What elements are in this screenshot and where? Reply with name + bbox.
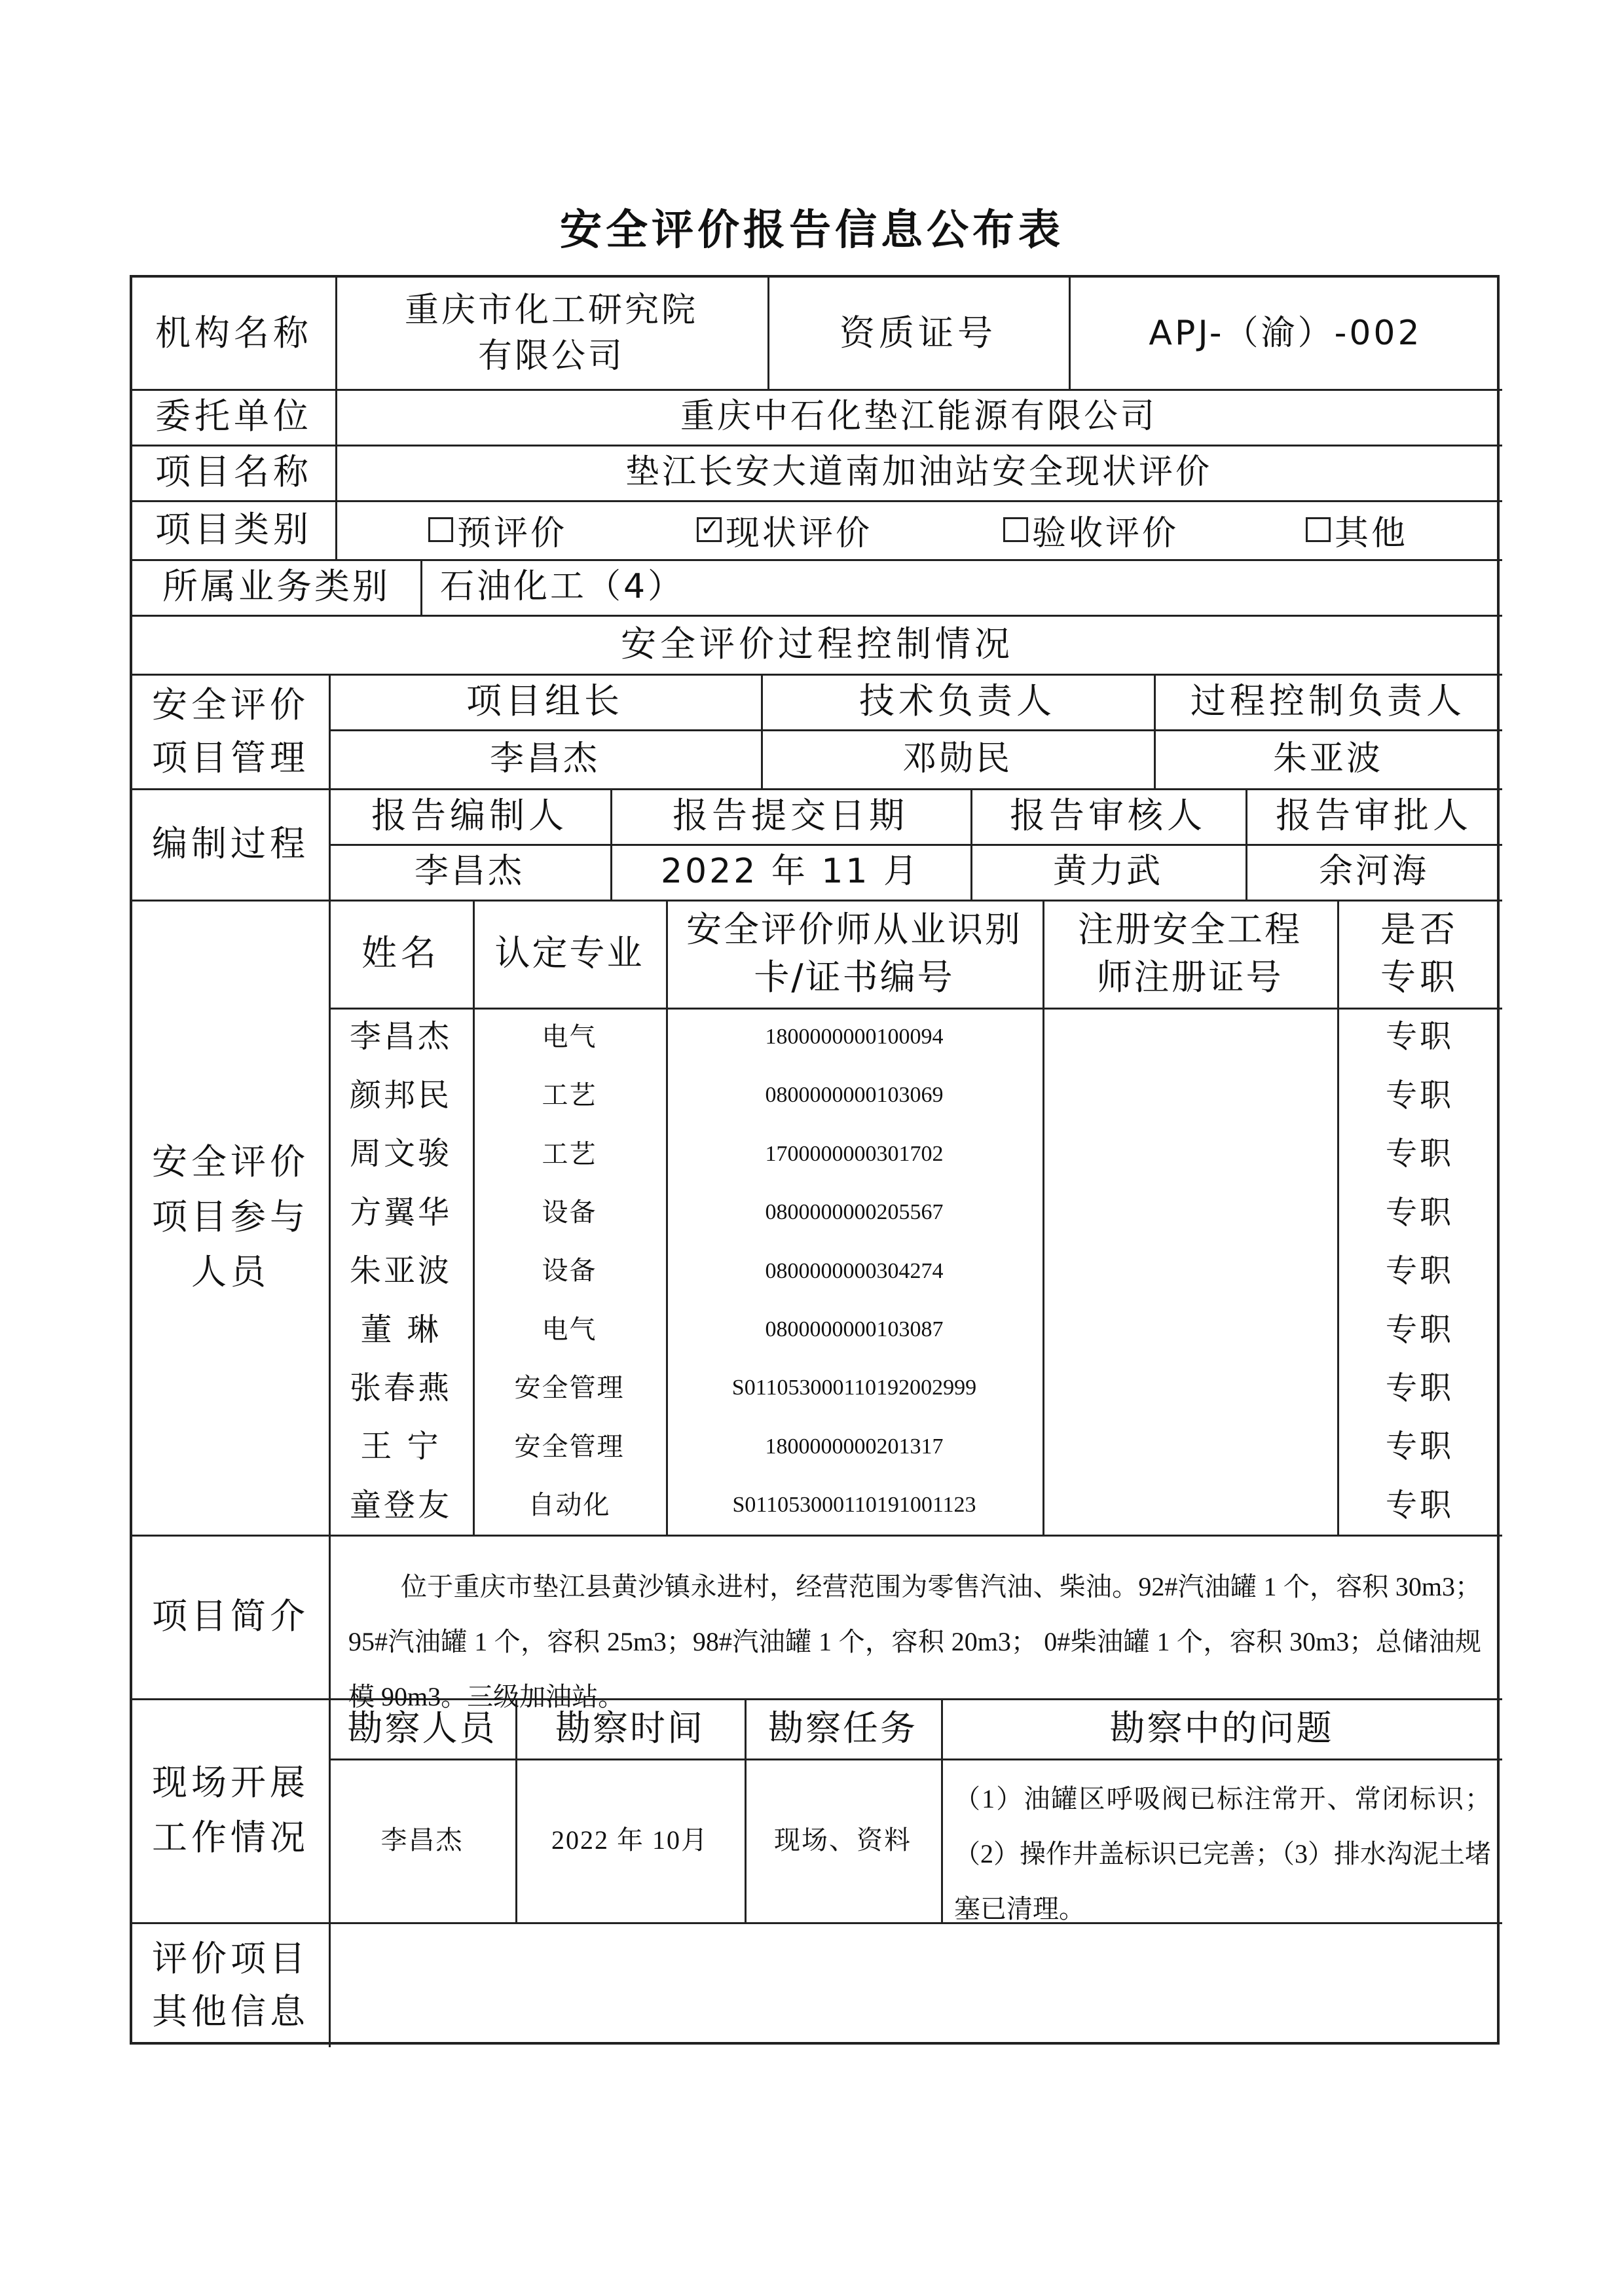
participants-header-name: 姓名: [361, 932, 440, 974]
participant-name: 董 琳: [360, 1311, 441, 1348]
participant-major: 安全管理: [514, 1431, 625, 1461]
info-table: [130, 275, 1500, 2045]
participant-name: 张春燕: [349, 1369, 452, 1406]
other-value: [329, 1922, 1502, 2047]
management-label: 安全评价 项目管理: [152, 683, 309, 778]
participant-fulltime: 专职: [1385, 1076, 1454, 1114]
page-title: 安全评价报告信息公布表: [560, 206, 1064, 255]
category-label: 项目类别: [155, 508, 312, 550]
participants-header-reg: 注册安全工程 师注册证号: [1078, 908, 1302, 998]
checkbox-checked-icon[interactable]: [697, 517, 722, 542]
participants-label: 安全评价 项目参与 人员: [152, 1141, 309, 1292]
participant-name: 王 宁: [360, 1428, 441, 1465]
comp-header-reviewer: 报告审核人: [1010, 795, 1206, 837]
participant-major: 安全管理: [514, 1373, 625, 1403]
org-name: [335, 278, 767, 389]
participant-major: 工艺: [542, 1080, 597, 1110]
participant-name: 颜邦民: [349, 1076, 452, 1114]
participant-reg: [1043, 1008, 1337, 1066]
participant-fulltime: 专职: [1385, 1135, 1454, 1173]
participant-card: 0800000000304274: [765, 1258, 944, 1283]
participant-fulltime: 专职: [1385, 1486, 1454, 1523]
comp-approver: 余河海: [1318, 852, 1429, 892]
participant-card: 1800000000201317: [765, 1434, 944, 1459]
participant-fulltime: 专职: [1385, 1428, 1454, 1465]
site-header-issues: 勘察中的问题: [1109, 1707, 1334, 1749]
site-header-time: 勘察时间: [555, 1707, 705, 1749]
participant-fulltime: 专职: [1385, 1194, 1454, 1231]
participant-fulltime: 专职: [1385, 1369, 1454, 1406]
business-value: 石油化工（4）: [440, 567, 685, 607]
site-issues: （1）油罐区呼吸阀已标注常开、常闭标识；（2）操作井盖标识已完善；（3）排水沟泥土堵塞已清理。: [954, 1784, 1491, 1923]
site-time: 2022 年 10月: [551, 1825, 709, 1855]
compilation-label: 编制过程: [152, 822, 309, 864]
participant-card: 0800000000205567: [765, 1200, 944, 1225]
participant-reg: [1043, 1125, 1337, 1183]
participant-card: 1700000000301702: [765, 1141, 944, 1166]
participant-major: 电气: [542, 1314, 597, 1344]
site-header-person: 勘察人员: [347, 1707, 497, 1749]
participant-name: 方翼华: [349, 1194, 452, 1231]
org-name-line2: 有限公司: [477, 337, 625, 376]
cert-number: APJ-（渝）-002: [1149, 313, 1422, 353]
site-person: 李昌杰: [380, 1825, 464, 1855]
category-option-acceptance[interactable]: 验收评价: [1003, 502, 1179, 557]
mgmt-leader: 李昌杰: [489, 738, 600, 778]
checkbox-icon[interactable]: [1003, 517, 1028, 542]
summary-label: 项目简介: [152, 1595, 309, 1637]
participant-reg: [1043, 1417, 1337, 1476]
project-value: 垫江长安大道南加油站安全现状评价: [625, 452, 1212, 492]
participant-reg: [1043, 1066, 1337, 1124]
participant-card: S011053000110192002999: [731, 1376, 977, 1400]
participant-name: 周文骏: [349, 1135, 452, 1173]
comp-header-author: 报告编制人: [371, 795, 568, 837]
participant-reg: [1043, 1183, 1337, 1241]
participant-card: 0800000000103069: [765, 1083, 944, 1108]
participant-reg: [1043, 1300, 1337, 1358]
comp-author: 李昌杰: [414, 852, 525, 892]
site-label: 现场开展 工作情况: [152, 1762, 309, 1858]
participant-card: S011053000110191001123: [732, 1493, 976, 1518]
process-section-header: 安全评价过程控制情况: [621, 623, 1014, 665]
participant-major: 电气: [542, 1021, 597, 1051]
participant-reg: [1043, 1359, 1337, 1417]
checkbox-icon[interactable]: [428, 517, 453, 542]
participant-fulltime: 专职: [1385, 1311, 1454, 1348]
participant-fulltime: 专职: [1385, 1252, 1454, 1290]
client-value: 重庆中石化垫江能源有限公司: [680, 397, 1157, 437]
category-option-pre[interactable]: 预评价: [428, 502, 567, 557]
mgmt-header-tech: 技术负责人: [859, 680, 1056, 722]
org-name-line1: 重庆市化工研究院: [404, 290, 698, 330]
site-header-task: 勘察任务: [768, 1707, 917, 1749]
cert-label: 资质证号: [840, 312, 997, 354]
checkbox-icon[interactable]: [1306, 517, 1331, 542]
category-option-other[interactable]: 其他: [1306, 502, 1408, 557]
participant-reg: [1043, 1476, 1337, 1535]
category-option-current[interactable]: ✓ 现状评价: [697, 502, 872, 557]
mgmt-header-process: 过程控制负责人: [1190, 680, 1466, 722]
participant-major: 设备: [542, 1256, 597, 1286]
mgmt-process: 朱亚波: [1272, 738, 1383, 778]
participant-reg: [1043, 1242, 1337, 1300]
client-label: 委托单位: [155, 395, 312, 437]
participant-major: 设备: [542, 1197, 597, 1228]
comp-reviewer: 黄力武: [1052, 852, 1163, 892]
comp-header-date: 报告提交日期: [673, 795, 908, 837]
participant-name: 童登友: [349, 1486, 452, 1523]
org-label: 机构名称: [155, 312, 312, 354]
participant-major: 自动化: [528, 1490, 611, 1520]
site-task: 现场、资料: [774, 1825, 912, 1855]
mgmt-tech: 邓勋民: [902, 738, 1012, 778]
participants-header-fulltime: 是否 专职: [1380, 908, 1459, 998]
participant-major: 工艺: [542, 1139, 597, 1169]
summary-text: 位于重庆市垫江县黄沙镇永进村，经营范围为零售汽油、柴油。92#汽油罐 1 个，容积 30m3；95#汽油罐 1 个，容积 25m3；98#汽油罐 1 个，容积 20m3； 0#柴油罐 1 个，容积 30m3；总储油规模 90m3。三级加油站。: [348, 1572, 1481, 1711]
participants-header-major: 认定专业: [494, 932, 644, 974]
mgmt-header-leader: 项目组长: [466, 680, 623, 722]
participant-card: 0800000000103087: [765, 1317, 944, 1341]
participant-name: 李昌杰: [349, 1018, 452, 1055]
participant-card: 1800000000100094: [765, 1024, 944, 1049]
participants-header-card: 安全评价师从业识别 卡/证书编号: [686, 908, 1022, 998]
participant-name: 朱亚波: [349, 1252, 452, 1290]
project-label: 项目名称: [155, 451, 312, 493]
comp-date: 2022 年 11 月: [660, 852, 921, 892]
comp-header-approver: 报告审批人: [1276, 795, 1472, 837]
other-label: 评价项目 其他信息: [152, 1937, 309, 2032]
participant-fulltime: 专职: [1385, 1018, 1454, 1055]
business-label: 所属业务类别: [162, 566, 390, 608]
